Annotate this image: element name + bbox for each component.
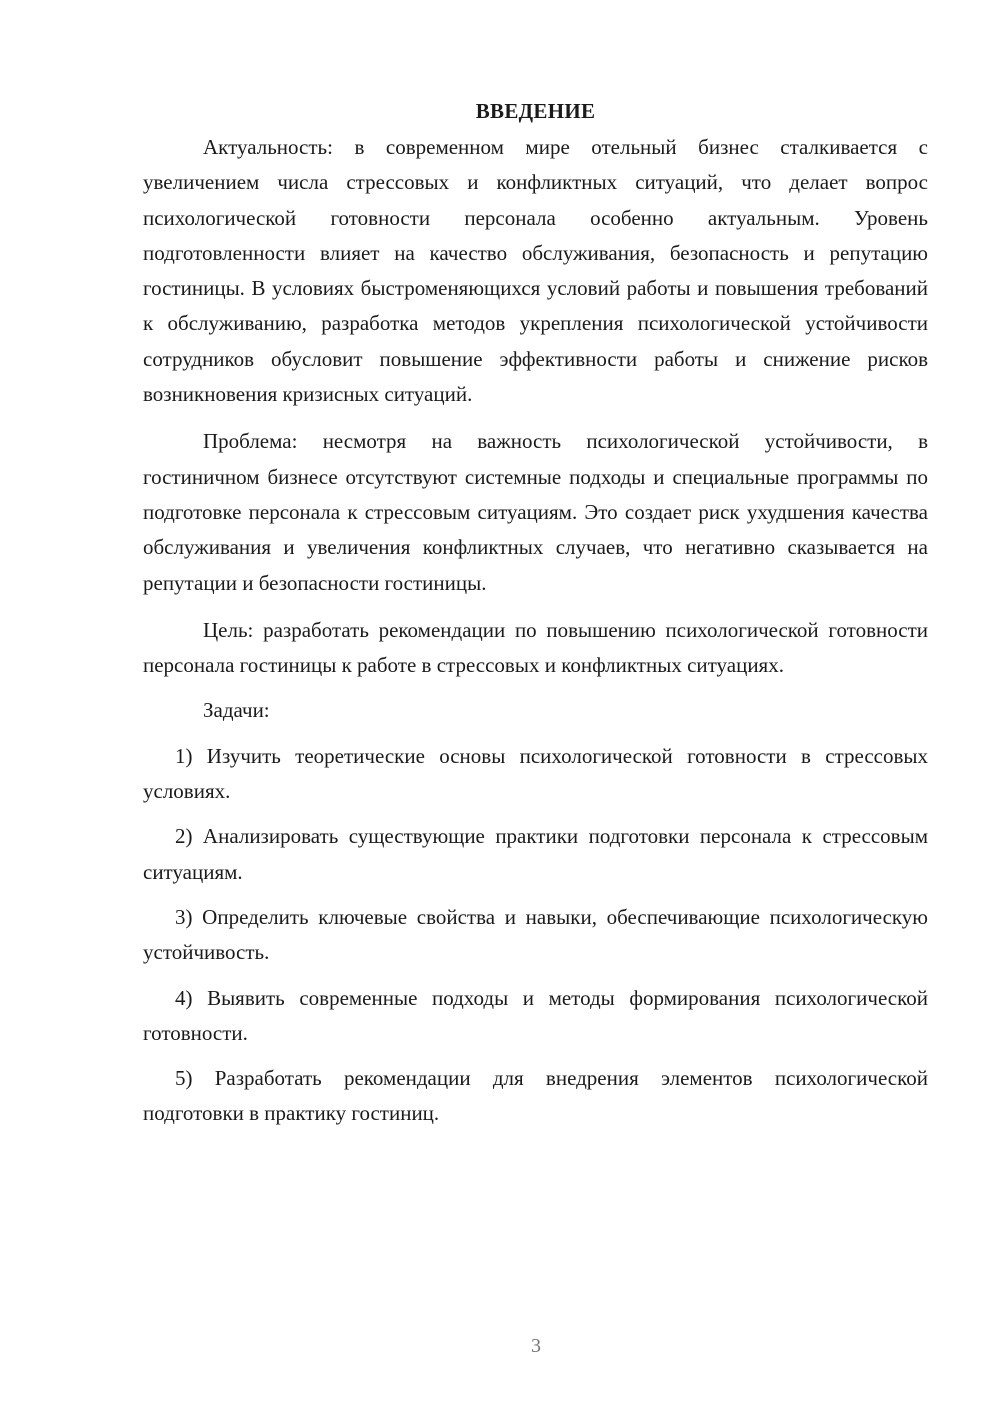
section-title: ВВЕДЕНИЕ	[475, 99, 596, 123]
paragraph-relevance: Актуальность: в современном мире отельный бизнес сталкивается с увеличением числа стрессовых и конфликтных ситуаций, что делает вопрос психологической готовности персонала особенно актуальным. Уровень подготовленности влияет на качество обслуживания, безопасность и репутацию гостиницы. В условиях быстроменяющихся условий работы и повышения требований к обслуживанию, разработка методов укрепления психологической устойчивости сотрудников обусловит повышение эффективности работы и снижение рисков возникновения кризисных ситуаций.	[143, 135, 928, 407]
task-item-5: 5) Разработать рекомендации для внедрения элементов психологической подготовки в практику гостиниц.	[143, 1066, 928, 1126]
page-number: 3	[531, 1335, 541, 1357]
paragraph-tasks-heading: Задачи:	[203, 698, 270, 723]
task-item-4: 4) Выявить современные подходы и методы формирования психологической готовности.	[143, 985, 928, 1045]
paragraph-problem: Проблема: несмотря на важность психологической устойчивости, в гостиничном бизнесе отсутствуют системные подходы и специальные программы по подготовке персонала к стрессовым ситуациям. Это создает риск ухудшения качества обслуживания и увеличения конфликтных случаев, что негативно сказывается на репутации и безопасности гостиницы.	[143, 429, 928, 595]
task-item-2: 2) Анализировать существующие практики подготовки персонала к стрессовым ситуациям.	[143, 824, 928, 884]
task-item-3: 3) Определить ключевые свойства и навыки, обеспечивающие психологическую устойчивость.	[143, 904, 928, 965]
page-content	[143, 96, 928, 1132]
paragraph-goal: Цель: разработать рекомендации по повышению психологической готовности персонала гостиницы к работе в стрессовых и конфликтных ситуациях.	[143, 617, 928, 678]
task-item-1: 1) Изучить теоретические основы психологической готовности в стрессовых условиях.	[143, 743, 928, 804]
